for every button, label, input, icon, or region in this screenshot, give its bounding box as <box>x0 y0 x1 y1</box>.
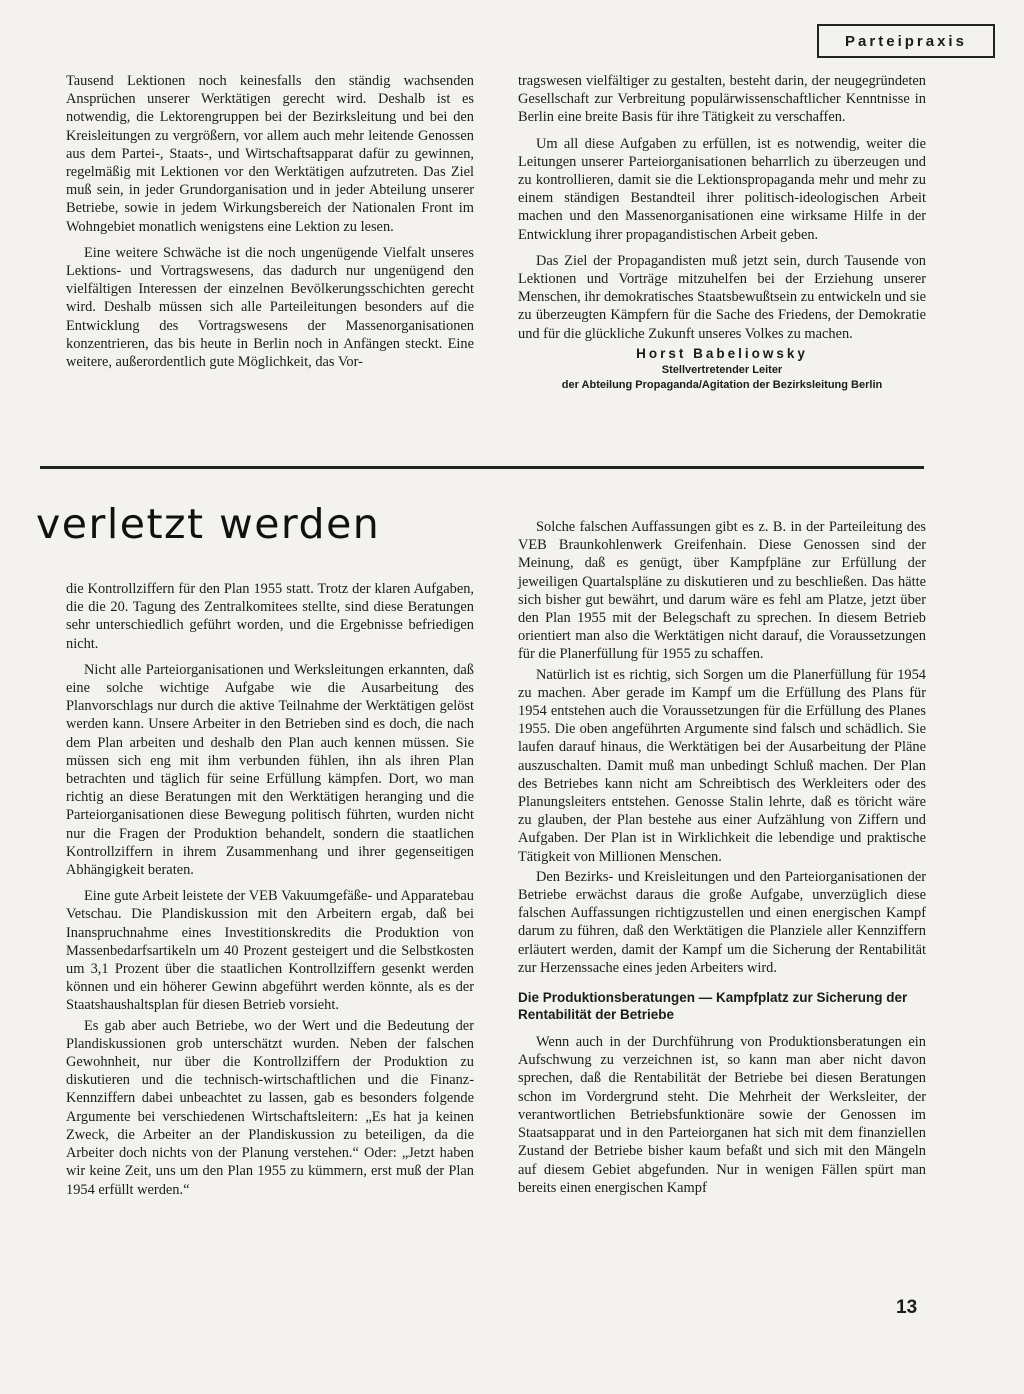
author-role: Stellvertretender Leiter <box>661 364 783 377</box>
main-article-right-column <box>518 518 926 1197</box>
article-title: verletzt werden <box>36 500 381 548</box>
paragraph: Wenn auch in der Durchführung von Produktionsberatungen ein Aufschwung zu verzeichnen ist, so kann man aber nicht davon sprechen, daß die Rentabilität der Betriebe bei diesen Beratungen schon im Vordergrund steht. Die Mehrheit der Werksleiter, der verantwortlichen Betriebsfunktionäre sowie der Genossen im Staatsapparat und in den Parteiorganen hat sich mit dem finanziellen Zustand der Betriebe bisher kaum befaßt und sich mit den Mängeln auf diesem Gebiet abgefunden. Nur in wenigen Fällen spürt man bereits einen energischen Kampf <box>518 1034 926 1196</box>
author-department: der Abteilung Propaganda/Agitation der Bezirksleitung Berlin <box>561 379 883 392</box>
paragraph: Tausend Lektionen noch keinesfalls den ständig wachsenden Ansprüchen unserer Werktätigen gerecht wird. Deshalb ist es notwendig, die Lektorengruppen bei der Bezirksleitung und bei den Kreisleitungen zu vergrößern, vor allem auch mehr leitende Genossen aus dem Partei-, Staats-, und Wirtschaftsapparat dafür zu gewinnen, regelmäßig mit Lektionen vor den Werktätigen aufzutreten. Das Ziel muß sein, in jeder Grundorganisation und in jeder Abteilung unserer Betriebe, sowie in jedem Wirkungsbereich der Nationalen Front im Wohngebiet monatlich wenigstens eine Lektion zu lesen. <box>66 73 474 235</box>
paragraph: Es gab aber auch Betriebe, wo der Wert und die Bedeutung der Plandiskussionen grob unterschätzt wurden. Neben der falschen Gewohnheit, nur über die Kontrollziffern der Produktion zu diskutieren und die technisch-wirtschaftlichen und die Finanz-Kennziffern dabei unbeachtet zu lassen, gab es besonders folgende Argumente bei verschiedenen Wirtschaftsleitern: „Es hat ja keinen Zweck, die Arbeiter an der Plandiskussion zu beteiligen, da die Arbeiter doch nichts von der Planung verstehen.“ Oder: „Jetzt haben wir keine Zeit, uns um den Plan 1955 zu kümmern, erst muß der Plan 1954 erfüllt werden.“ <box>66 1017 474 1198</box>
author-signature <box>518 345 926 393</box>
page-number: 13 <box>896 1297 918 1318</box>
top-article-right-column <box>518 72 926 393</box>
paragraph: die Kontrollziffern für den Plan 1955 statt. Trotz der klaren Aufgaben, die die 20. Tagung des Zentralkomitees stellte, sind diese Beratungen sehr unterschiedlich geführt worden, und die Ergebnisse befriedigen nicht. <box>66 581 474 652</box>
top-article-left-column <box>66 72 474 371</box>
main-article-left-column <box>66 580 474 1199</box>
paragraph: Eine weitere Schwäche ist die noch ungenügende Vielfalt unseres Lektions- und Vortragswesens, das dadurch nur ungenügend den vielfältigen Interessen der einzelnen Bevölkerungsschichten gerecht wird. Deshalb müssen sich alle Parteileitungen besonders auf die Entwicklung des Vortragswesens der Massenorganisationen konzentrieren, das bis heute in Berlin noch in Anfängen steckt. Eine weitere, außerordentlich gute Möglichkeit, das Vor- <box>66 244 474 371</box>
paragraph: tragswesen vielfältiger zu gestalten, besteht darin, der neugegründeten Gesellschaft zur Verbreitung populärwissenschaftlicher Kenntnisse in Berlin eine breite Basis für ihre Tätigkeit zu verschaffen. <box>518 73 926 126</box>
author-name: Horst Babeliowsky <box>636 345 808 361</box>
paragraph: Den Bezirks- und Kreisleitungen und den Parteiorganisationen der Betriebe erwächst daraus die große Aufgabe, unverzüglich diese falschen Auffassungen richtigzustellen und einen energischen Kampf darum zu führen, daß den Werktätigen die Planziele aller Kennziffern erläutert werden, damit der Kampf um die Sicherung der Rentabilität zur Herzenssache eines jeden Arbeiters wird. <box>518 868 926 976</box>
section-subheading: Die Produktionsberatungen — Kampfplatz zur Sicherung der Rentabilität der Betriebe <box>518 990 908 1023</box>
section-divider <box>40 466 924 469</box>
paragraph: Nicht alle Parteiorganisationen und Werksleitungen erkannten, daß eine solche wichtige Aufgabe wie die Ausarbeitung des Planvorschlags nur durch die aktive Teilnahme der Werktätigen gelöst werden kann. Unsere Arbeiter in den Betrieben sind es doch, die nach dem Plan arbeiten und deshalb den Plan auch kennen müssen. Sie müssen sich eng mit ihm verbunden fühlen, ihn als ihren Plan betrachten und täglich für seine Erfüllung kämpfen. Dort, wo man richtig an diese Beratungen mit den Werktätigen heranging und die Parteiorganisationen diese Bewegung politisch führten, wurden nicht nur die Fragen der Produktion behandelt, sondern die staatlichen Kontrollziffern in ihrem Zusammenhang und ihrer gegenseitigen Abhängigkeit beraten. <box>66 661 474 879</box>
section-label: Parteipraxis <box>817 24 995 58</box>
paragraph: Eine gute Arbeit leistete der VEB Vakuumgefäße- und Apparatebau Vetschau. Die Plandiskussion mit den Arbeitern ergab, daß bei Inanspruchnahme eines Investitionskredits die Produktion von Massenbedarfsartikeln um 40 Prozent gesteigert und die Selbstkosten um 3,1 Prozent über die staatlichen Kontrollziffern gesenkt werden können und ein höherer Gewinn abgeführt werden könnte, als es der Staatshaushaltsplan für diesen Betrieb vorsieht. <box>66 888 474 1014</box>
paragraph: Das Ziel der Propagandisten muß jetzt sein, durch Tausende von Lektionen und Vorträge mitzuhelfen bei der Erziehung unserer Menschen, ihr demokratisches Staatsbewußtsein zu entwickeln und sie zu überzeugten Kämpfern für die Sache des Friedens, der Demokratie und für die glückliche Zukunft unseres Volkes zu machen. <box>518 252 926 342</box>
paragraph: Um all diese Aufgaben zu erfüllen, ist es notwendig, weiter die Leitungen unserer Parteiorganisationen beharrlich zu überzeugen und zu kontrollieren, damit sie die Lektionspropaganda mehr und mehr zu einem ständigen Bestandteil ihrer politisch-ideologischen Arbeit machen und den Massenorganisationen eine wirksame Hilfe in der Entwicklung ihrer propagandistischen Arbeit geben. <box>518 135 926 243</box>
paragraph: Solche falschen Auffassungen gibt es z. B. in der Parteileitung des VEB Braunkohlenwerk Greifenhain. Diese Genossen sind der Meinung, daß es genügt, über Kampfpläne zur Erfüllung der jeweiligen Quartalspläne zu diskutieren und zu beschließen. Das hätte sich bisher gut bewährt, und darum wäre es fehl am Platze, jetzt über den Plan 1955 mit der Belegschaft zu sprechen. In diesem Betrieb orientiert man also die Werktätigen nicht darauf, die Voraussetzungen für die Planerfüllung für 1955 zu schaffen. <box>518 519 926 663</box>
paragraph: Natürlich ist es richtig, sich Sorgen um die Planerfüllung für 1954 zu machen. Aber gerade im Kampf um die Erfüllung des Plans für 1954 entstehen auch die Voraussetzungen für die Erfüllung des Planes 1955. Die oben angeführten Argumente sind falsch und schädlich. Sie laufen darauf hinaus, die Werktätigen bei der Ausarbeitung der Pläne auszuschalten. Damit muß man unbedingt Schluß machen. Der Plan des Betriebes kann nicht am Schreibtisch des Werkleiters oder des Planungsleiters entstehen. Genosse Stalin lehrte, daß es töricht wäre zu glauben, der Plan bestehe aus einer Aufzählung von Ziffern und Aufgaben. Der Plan ist in Wirklichkeit die lebendige und praktische Tätigkeit von Millionen Menschen. <box>518 666 926 865</box>
